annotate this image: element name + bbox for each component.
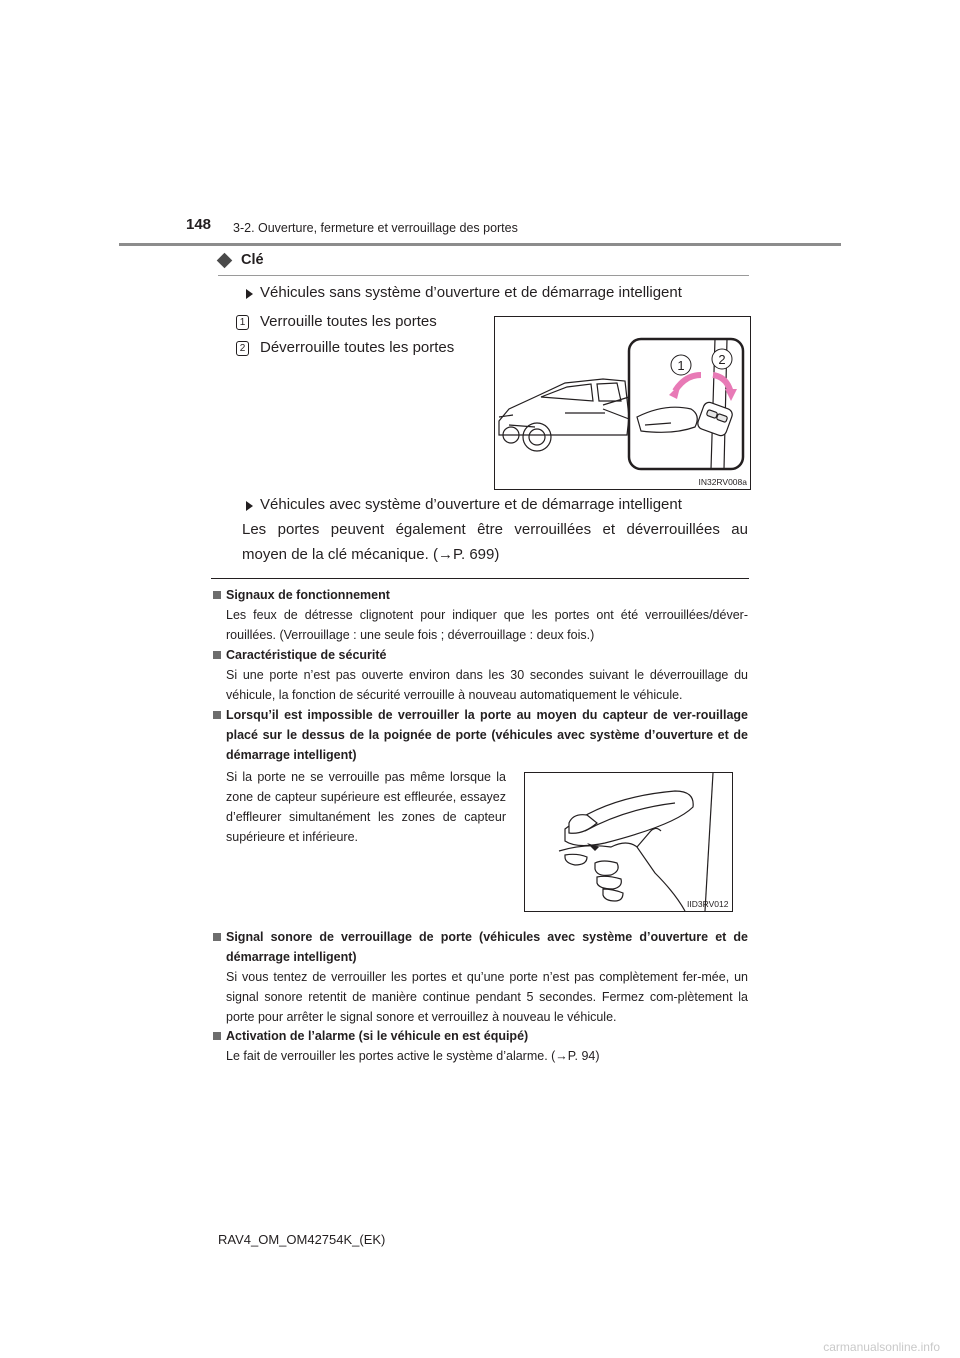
watermark: carmanualsonline.info [823, 1340, 940, 1354]
square-bullet-icon [213, 1032, 221, 1040]
callout-2: 2 [718, 352, 726, 367]
car-key-illustration [495, 317, 750, 489]
mechanical-key-paragraph-line1: Les portes peuvent également être verrouillées et déverrouillées au [242, 521, 748, 538]
triangle-bullet-icon [246, 501, 253, 511]
figure-code: IID3RV012 [687, 899, 729, 909]
item-number-badge: 2 [236, 341, 249, 356]
chapter-title: 3-2. Ouverture, fermeture et verrouillage des portes [233, 221, 518, 235]
subsection-heading: Véhicules sans système d’ouverture et de démarrage intelligent [260, 284, 682, 301]
figure-code: IN32RV008a [698, 477, 747, 487]
note-title: Lorsqu’il est impossible de verrouiller la porte au moyen du capteur de ver-rouillage placé sur le dessus de la poignée de porte (véhicules avec système d’ouverture et de démarrage intelligent) [226, 708, 748, 762]
section-title-rule [218, 275, 749, 276]
hand-on-handle-illustration [525, 773, 732, 911]
note-title: Signal sonore de verrouillage de porte (véhicules avec système d’ouverture et de démarrage intelligent) [226, 930, 748, 964]
diamond-bullet-icon [217, 253, 233, 269]
section-title: Clé [241, 252, 264, 268]
note-text: Le fait de verrouiller les portes active le système d’alarme. (→P. 94) [226, 1049, 600, 1063]
triangle-bullet-icon [246, 289, 253, 299]
door-handle-sensor-figure [524, 772, 733, 912]
note-title: Activation de l’alarme (si le véhicule en est équipé) [226, 1029, 529, 1043]
subsection-heading: Véhicules avec système d’ouverture et de démarrage intelligent [260, 496, 682, 513]
item-number-badge: 1 [236, 315, 249, 330]
note-text: Si une porte n’est pas ouverte environ dans les 30 secondes suivant le déverrouillage du véhicule, la fonction de sécurité verrouille à nouveau automatiquement le véhicule. [226, 668, 748, 702]
unlock-all-doors-text: Déverrouille toutes les portes [260, 339, 455, 356]
note-title: Signaux de fonctionnement [226, 588, 390, 602]
note-text: Si la porte ne se verrouille pas même lorsque la zone de capteur supérieure est effleurée, essayez d’effleurer simultanément les zones de capteur supérieure et inférieure. [226, 770, 506, 844]
note-text: Les feux de détresse clignotent pour indiquer que les portes ont été verrouillées/déver-rouillées. (Verrouillage : une seule fois ; déverrouillage : deux fois.) [226, 608, 748, 642]
section-divider [211, 578, 749, 579]
square-bullet-icon [213, 933, 221, 941]
lock-all-doors-text: Verrouille toutes les portes [260, 313, 437, 330]
square-bullet-icon [213, 711, 221, 719]
footer-model-code: RAV4_OM_OM42754K_(EK) [218, 1232, 386, 1247]
square-bullet-icon [213, 591, 221, 599]
mechanical-key-paragraph-line2: moyen de la clé mécanique. (→P. 699) [242, 546, 500, 563]
page-number: 148 [186, 216, 212, 233]
note-text: Si vous tentez de verrouiller les portes et qu’une porte n’est pas complètement fer-mée, un signal sonore retentit de manière continue pendant 5 secondes. Fermez com-plètement la porte pour arrêter le signal sonore et verrouillez à nouveau le véhicule. [226, 970, 748, 1024]
header-rule [119, 243, 841, 246]
note-title: Caractéristique de sécurité [226, 648, 387, 662]
square-bullet-icon [213, 651, 221, 659]
callout-1: 1 [677, 358, 685, 373]
key-lock-figure [494, 316, 751, 490]
